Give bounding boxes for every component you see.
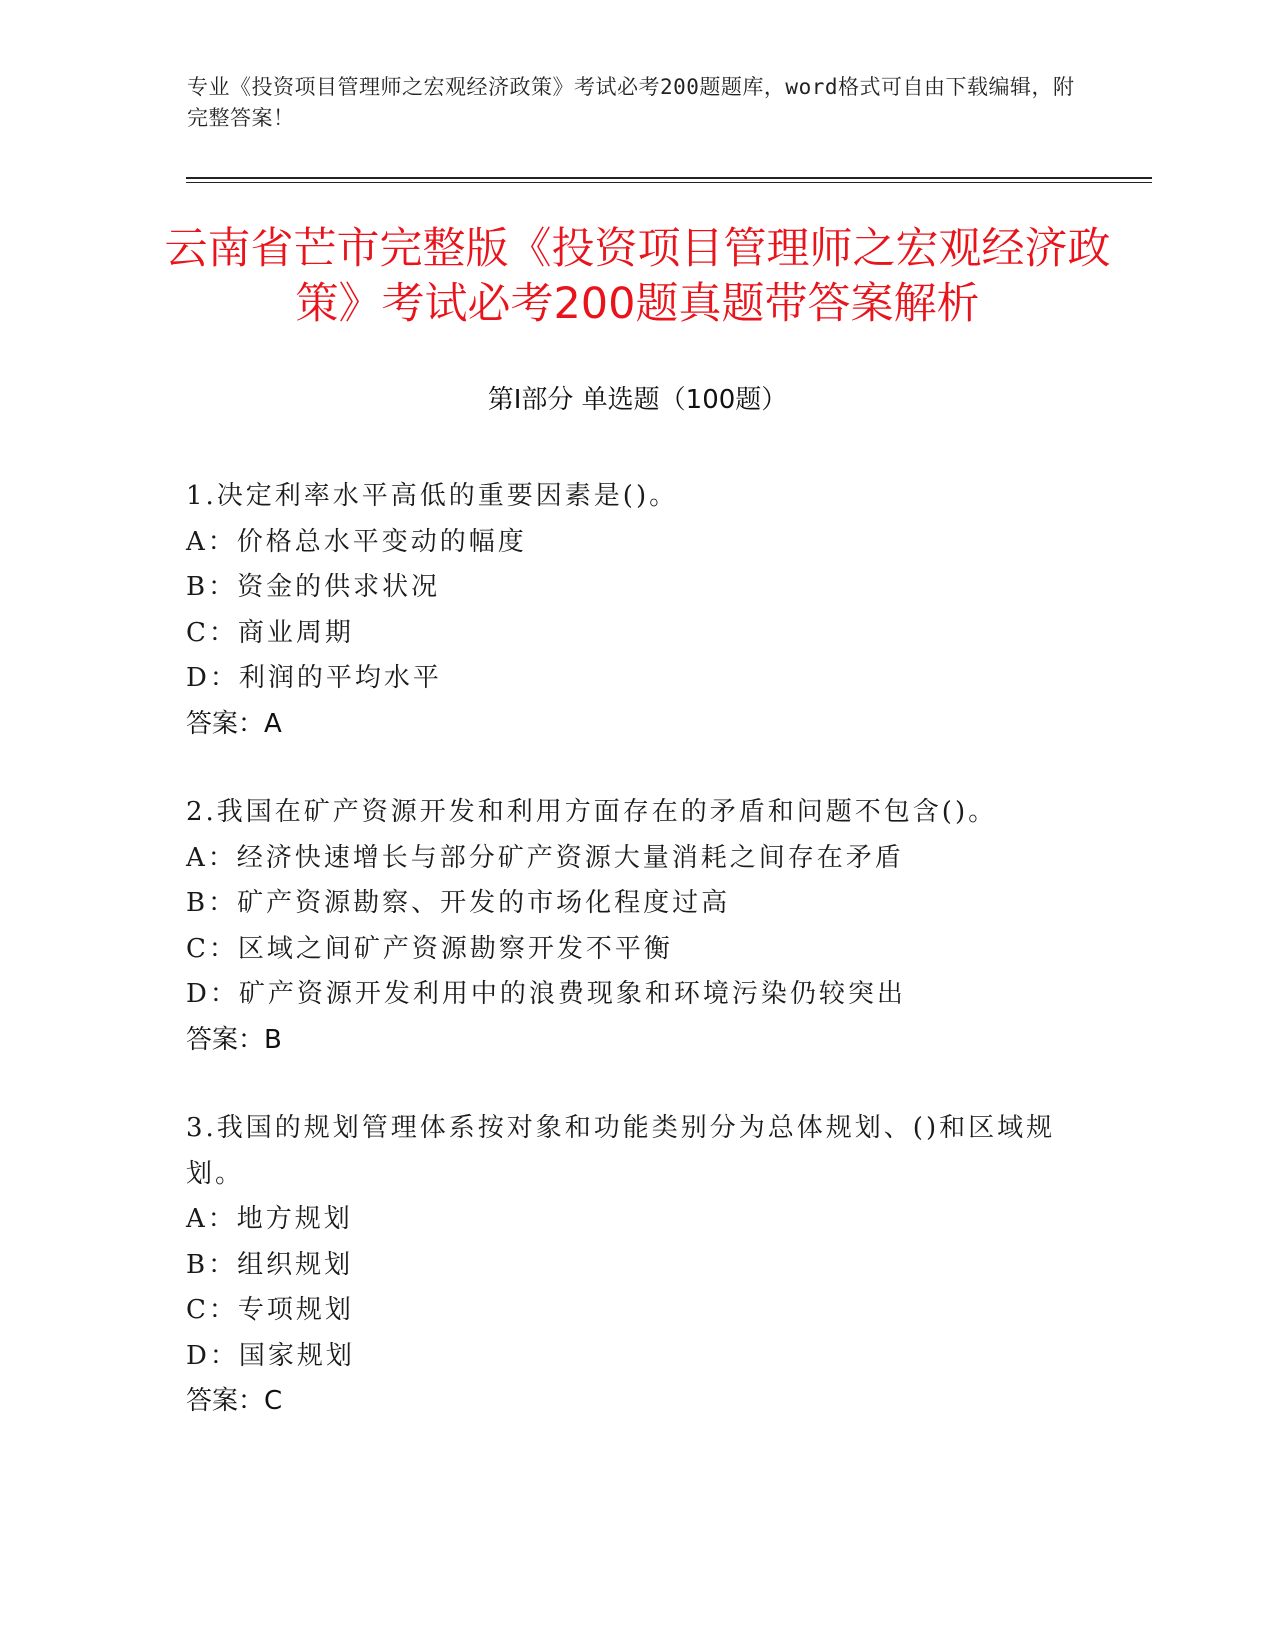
answer-line: 答案：B bbox=[186, 1024, 282, 1055]
question-3 bbox=[186, 1106, 1066, 1425]
answer-line: 答案：A bbox=[186, 708, 282, 739]
option-b: B：组织规划 bbox=[186, 1249, 354, 1280]
option-a: A：地方规划 bbox=[186, 1204, 353, 1234]
option-a: A：经济快速增长与部分矿产资源大量消耗之间存在矛盾 bbox=[186, 842, 904, 873]
option-d: D：利润的平均水平 bbox=[186, 663, 442, 693]
header-rule-thin bbox=[186, 182, 1152, 183]
option-c: C：区域之间矿产资源勘察开发不平衡 bbox=[186, 933, 673, 964]
option-d: D：国家规划 bbox=[186, 1340, 355, 1371]
section-title: 第Ⅰ部分 单选题（100题） bbox=[487, 385, 788, 415]
question-list bbox=[186, 474, 1066, 1468]
question-stem: 2.我国在矿产资源开发和利用方面存在的矛盾和问题不包含()。 bbox=[186, 797, 998, 827]
option-b: B：矿产资源勘察、开发的市场化程度过高 bbox=[186, 888, 731, 918]
question-1 bbox=[186, 474, 1066, 747]
answer-line: 答案：C bbox=[186, 1386, 283, 1416]
question-stem: 3.我国的规划管理体系按对象和功能类别分为总体规划、()和区域规划。 bbox=[186, 1113, 1056, 1189]
option-c: C：专项规划 bbox=[186, 1295, 354, 1325]
document-title: 云南省芒市完整版《投资项目管理师之宏观经济政策》考试必考200题真题带答案解析 bbox=[164, 224, 1111, 329]
header-note: 专业《投资项目管理师之宏观经济政策》考试必考200题题库，word格式可自由下载编辑，附完整答案！ bbox=[187, 75, 1075, 130]
question-stem: 1.决定利率水平高低的重要因素是()。 bbox=[186, 481, 679, 511]
option-b: B：资金的供求状况 bbox=[186, 572, 441, 602]
option-d: D：矿产资源开发利用中的浪费现象和环境污染仍较突出 bbox=[186, 979, 906, 1009]
option-a: A：价格总水平变动的幅度 bbox=[186, 526, 527, 557]
header-rule-thick bbox=[186, 177, 1152, 179]
question-2 bbox=[186, 790, 1066, 1063]
option-c: C：商业周期 bbox=[186, 617, 354, 648]
